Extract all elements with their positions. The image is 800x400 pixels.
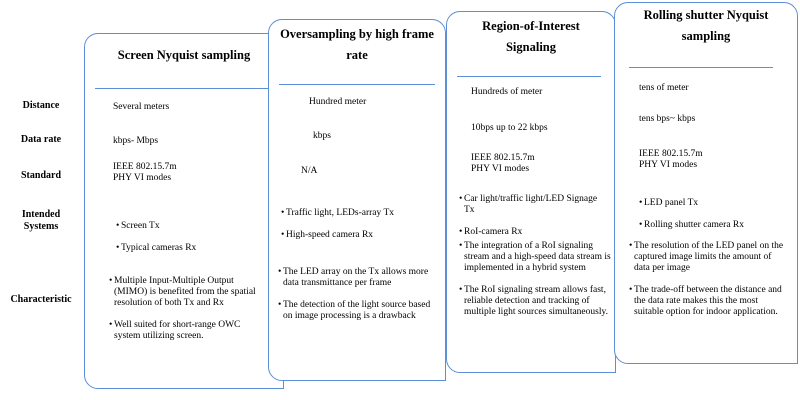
cell-standard: IEEE 802.15.7m PHY VI modes — [113, 162, 177, 183]
cell-characteristic — [459, 230, 611, 329]
cell-characteristic — [629, 230, 787, 329]
card-divider — [629, 67, 773, 68]
cell-data-rate: kbps — [313, 131, 331, 141]
list-item: • The detection of the light source based on image processing is a drawback — [278, 300, 433, 322]
row-label-intended-systems: Intended Systems — [21, 209, 61, 232]
card-screen-nyquist — [84, 33, 284, 389]
card-title: Region-of-Interest Signaling — [482, 19, 580, 54]
cell-distance: Hundred meter — [309, 97, 367, 107]
cell-data-rate: 10bps up to 22 kbps — [471, 123, 548, 133]
list-item: • LED panel Tx — [639, 198, 794, 209]
cell-distance: Hundreds of meter — [471, 87, 543, 97]
row-label-data-rate: Data rate — [20, 134, 62, 145]
card-title: Rolling shutter Nyquist sampling — [643, 8, 769, 43]
list-item: • The RoI signaling stream allows fast, reliable detection and tracking of multiple light sources simultaneously. — [459, 285, 611, 318]
row-label-standard: Standard — [20, 170, 61, 181]
cell-standard: IEEE 802.15.7m PHY VI modes — [639, 149, 703, 170]
list-item: • The integration of a RoI signaling stream and a high-speed data stream is implemented in a hybrid system — [459, 241, 611, 274]
card-region-of-interest — [446, 11, 616, 373]
list-item: • Well suited for short-range OWC system utilizing screen. — [109, 320, 261, 342]
card-divider — [279, 84, 435, 85]
cell-characteristic — [278, 256, 433, 333]
card-oversampling — [268, 19, 446, 381]
cell-distance: Several meters — [113, 102, 170, 112]
card-divider — [457, 76, 601, 77]
row-label-distance: Distance — [22, 100, 60, 111]
list-item: • Screen Tx — [116, 221, 266, 232]
list-item: • The LED array on the Tx allows more data transmittance per frame — [278, 267, 433, 289]
cell-distance: tens of meter — [639, 83, 689, 93]
cell-data-rate: tens bps~ kbps — [639, 114, 696, 124]
cell-standard: N/A — [301, 166, 318, 176]
cell-standard: IEEE 802.15.7m PHY VI modes — [471, 153, 535, 174]
list-item: • Car light/traffic light/LED Signage Tx — [459, 194, 609, 216]
card-title: Screen Nyquist sampling — [117, 48, 251, 62]
card-title: Oversampling by high frame rate — [280, 27, 434, 62]
cell-intended-systems — [116, 210, 266, 265]
list-item: • Typical cameras Rx — [116, 243, 266, 254]
list-item: • High-speed camera Rx — [281, 230, 441, 241]
row-label-characteristic: Characteristic — [10, 294, 72, 305]
cell-intended-systems — [281, 197, 441, 252]
cell-characteristic — [109, 265, 261, 353]
card-rolling-shutter — [614, 2, 798, 364]
list-item: • Traffic light, LEDs-array Tx — [281, 208, 441, 219]
list-item: • The resolution of the LED panel on the captured image limits the amount of data per image — [629, 241, 787, 274]
card-divider — [95, 88, 273, 89]
cell-data-rate: kbps- Mbps — [113, 136, 159, 146]
list-item: • Rolling shutter camera Rx — [639, 220, 794, 231]
list-item: • The trade-off between the distance and the data rate makes this the most suitable option for indoor application. — [629, 285, 787, 318]
list-item: • Multiple Input-Multiple Output (MIMO) is benefited from the spatial resolution of both Tx and Rx — [109, 276, 261, 309]
list-item: • RoI-camera Rx — [459, 227, 609, 238]
